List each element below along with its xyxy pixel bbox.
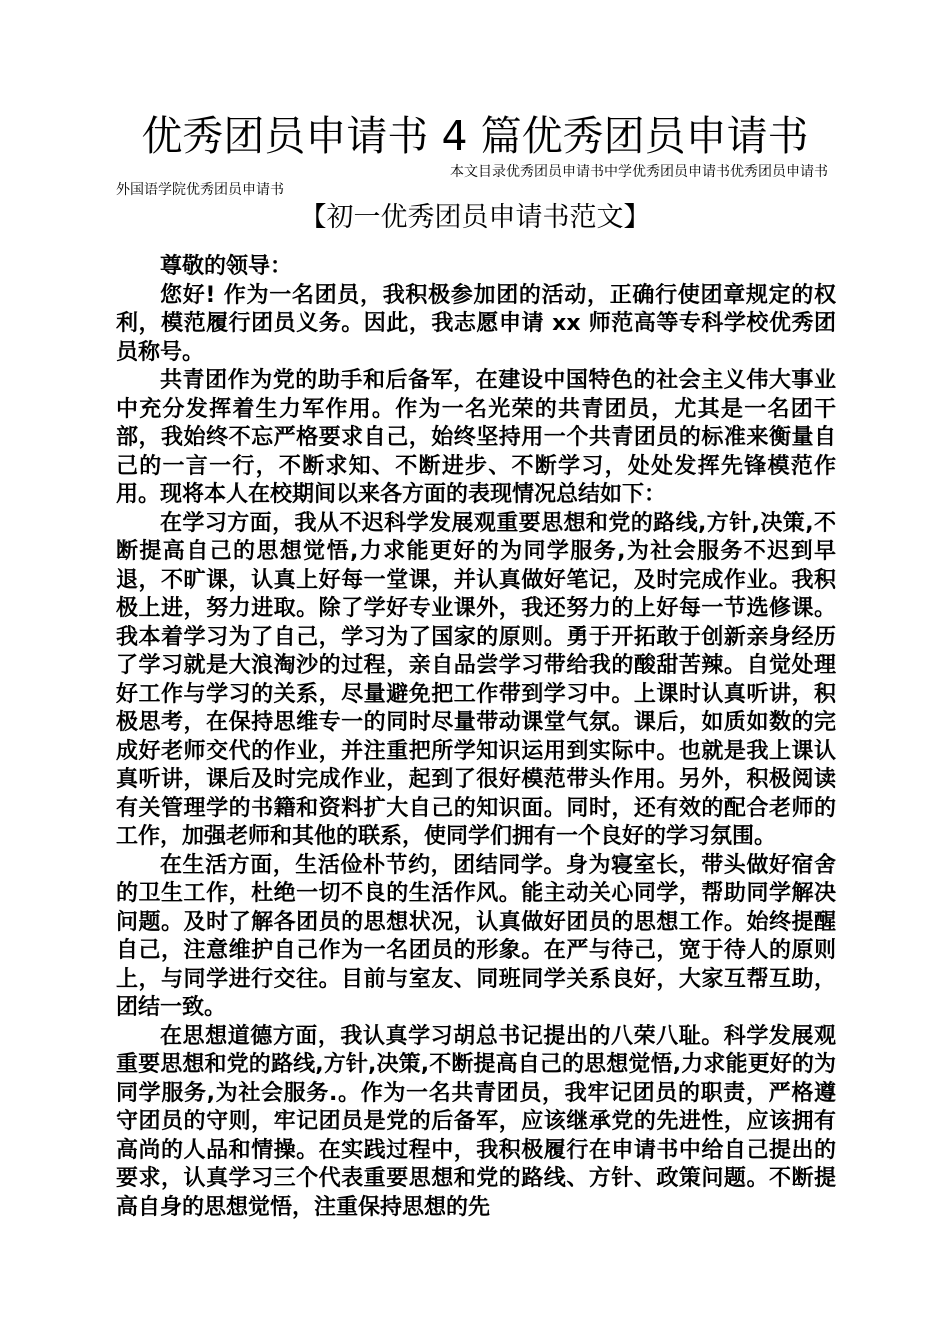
body-paragraph: 您好! 作为一名团员，我积极参加团的活动，正确行使团章规定的权利，模范履行团员义务。因此，我志愿申请 xx 师范高等专科学校优秀团员称号。 bbox=[116, 282, 836, 365]
section-heading: 【初一优秀团员申请书范文】 bbox=[299, 202, 651, 233]
document-body bbox=[116, 253, 836, 1222]
body-paragraph: 共青团作为党的助手和后备军，在建设中国特色的社会主义伟大事业中充分发挥着生力军作用。作为一名光荣的共青团员，尤其是一名团干部，我始终不忘严格要求自己，始终坚持用一个共青团员的标准来衡量自己的一言一行，不断求知、不断进步、不断学习，处处发挥先锋模范作用。现将本人在校期间以来各方面的表现情况总结如下： bbox=[116, 368, 836, 507]
salutation-paragraph: 尊敬的领导： bbox=[160, 254, 293, 279]
body-paragraph: 在思想道德方面，我认真学习胡总书记提出的八荣八耻。科学发展观重要思想和党的路线,方针,决策,不断提高自己的思想觉悟,力求能更好的为同学服务,为社会服务.。作为一名共青团员，我牢记团员的职责，严格遵守团员的守则，牢记团员是党的后备军，应该继承党的先进性，应该拥有高尚的人品和情操。在实践过程中，我积极履行在申请书中给自己提出的要求，认真学习三个代表重要思想和党的路线、方针、政策问题。不断提高自身的思想觉悟，注重保持思想的先 bbox=[116, 1023, 836, 1220]
table-of-contents-line-2: 外国语学院优秀团员申请书 bbox=[116, 182, 284, 198]
body-paragraph: 在生活方面，生活俭朴节约，团结同学。身为寝室长，带头做好宿舍的卫生工作，杜绝一切不良的生活作风。能主动关心同学，帮助同学解决问题。及时了解各团员的思想状况，认真做好团员的思想工作。始终提醒自己，注意维护自己作为一名团员的形象。在严与待己，宽于待人的原则上，与同学进行交往。目前与室友、同班同学关系良好，大家互帮互助，团结一致。 bbox=[116, 852, 836, 1020]
table-of-contents-line-1: 本文目录优秀团员申请书中学优秀团员申请书优秀团员申请书 bbox=[450, 164, 828, 180]
body-paragraph: 在学习方面，我从不迟科学发展观重要思想和党的路线,方针,决策,不断提高自己的思想觉悟,力求能更好的为同学服务,为社会服务不迟到早退，不旷课，认真上好每一堂课，并认真做好笔记，及时完成作业。我积极上进，努力进取。除了学好专业课外，我还努力的上好每一节选修课。我本着学习为了自己，学习为了国家的原则。勇于开拓敢于创新亲身经历了学习就是大浪淘沙的过程，亲自品尝学习带给我的酸甜苦辣。自觉处理好工作与学习的关系，尽量避免把工作带到学习中。上课时认真听讲，积极思考，在保持思维专一的同时尽量带动课堂气氛。课后，如质如数的完成好老师交代的作业，并注重把所学知识运用到实际中。也就是我上课认真听讲，课后及时完成作业，起到了很好模范带头作用。另外，积极阅读有关管理学的书籍和资料扩大自己的知识面。同时，还有效的配合老师的工作，加强老师和其他的联系，使同学们拥有一个良好的学习氛围。 bbox=[116, 510, 836, 849]
document-title: 优秀团员申请书 4 篇优秀团员申请书 bbox=[141, 112, 809, 160]
